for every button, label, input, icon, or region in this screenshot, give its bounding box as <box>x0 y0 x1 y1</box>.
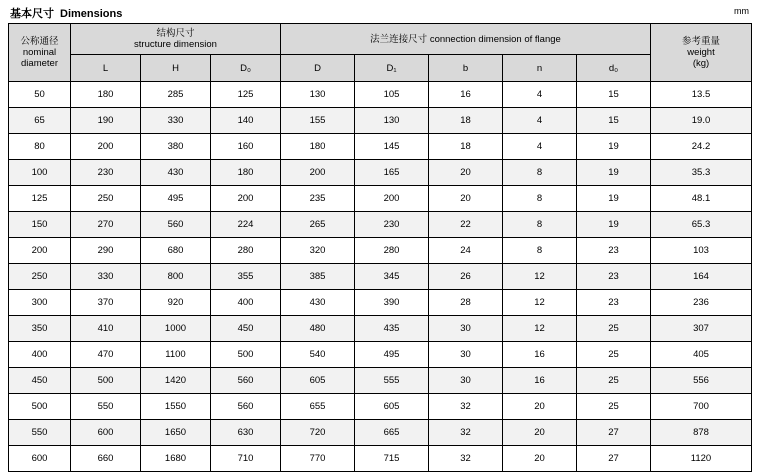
cell-nominal_diameter: 250 <box>9 264 71 290</box>
cell-nominal_diameter: 200 <box>9 238 71 264</box>
cell-D0: 355 <box>211 264 281 290</box>
cell-b: 26 <box>429 264 503 290</box>
cell-b: 30 <box>429 368 503 394</box>
header-group-structure-en: structure dimension <box>134 39 217 50</box>
cell-weight: 24.2 <box>651 134 752 160</box>
table-row <box>9 82 752 108</box>
table-row <box>9 368 752 394</box>
cell-nominal_diameter: 400 <box>9 342 71 368</box>
cell-d0: 23 <box>577 238 651 264</box>
cell-weight: 103 <box>651 238 752 264</box>
header-group-flange-en: connection dimension of flange <box>429 33 561 45</box>
cell-D1: 165 <box>355 160 429 186</box>
cell-D1: 230 <box>355 212 429 238</box>
cell-D0: 200 <box>211 186 281 212</box>
header-group-flange-cn: 法兰连接尺寸 <box>370 33 428 45</box>
cell-L: 290 <box>71 238 141 264</box>
cell-weight: 19.0 <box>651 108 752 134</box>
cell-D: 655 <box>281 394 355 420</box>
cell-nominal_diameter: 50 <box>9 82 71 108</box>
cell-D1: 605 <box>355 394 429 420</box>
cell-H: 1650 <box>141 420 211 446</box>
cell-n: 4 <box>503 108 577 134</box>
cell-L: 500 <box>71 368 141 394</box>
cell-H: 1680 <box>141 446 211 472</box>
table-row <box>9 212 752 238</box>
cell-b: 32 <box>429 420 503 446</box>
header-col-b: b <box>429 55 503 82</box>
cell-H: 380 <box>141 134 211 160</box>
cell-D: 200 <box>281 160 355 186</box>
cell-nominal_diameter: 80 <box>9 134 71 160</box>
cell-L: 410 <box>71 316 141 342</box>
cell-D0: 224 <box>211 212 281 238</box>
cell-weight: 878 <box>651 420 752 446</box>
header-weight-unit: (kg) <box>692 58 710 69</box>
cell-b: 22 <box>429 212 503 238</box>
header-weight-en: weight <box>687 47 715 58</box>
cell-D: 130 <box>281 82 355 108</box>
cell-D: 480 <box>281 316 355 342</box>
cell-d0: 23 <box>577 290 651 316</box>
cell-D1: 200 <box>355 186 429 212</box>
table-row <box>9 186 752 212</box>
table-row <box>9 420 752 446</box>
cell-n: 8 <box>503 212 577 238</box>
cell-D0: 125 <box>211 82 281 108</box>
cell-D1: 145 <box>355 134 429 160</box>
cell-b: 28 <box>429 290 503 316</box>
table-row <box>9 290 752 316</box>
cell-D: 540 <box>281 342 355 368</box>
cell-D0: 400 <box>211 290 281 316</box>
cell-D: 385 <box>281 264 355 290</box>
cell-D1: 435 <box>355 316 429 342</box>
cell-d0: 15 <box>577 108 651 134</box>
cell-D1: 345 <box>355 264 429 290</box>
cell-nominal_diameter: 450 <box>9 368 71 394</box>
header-col-n: n <box>503 55 577 82</box>
header-nominal-diameter-en2: diameter <box>21 58 58 69</box>
cell-n: 8 <box>503 186 577 212</box>
cell-b: 30 <box>429 342 503 368</box>
header-row-subcolumns <box>9 55 752 82</box>
cell-nominal_diameter: 600 <box>9 446 71 472</box>
cell-nominal_diameter: 350 <box>9 316 71 342</box>
cell-b: 24 <box>429 238 503 264</box>
cell-n: 20 <box>503 394 577 420</box>
table-row <box>9 394 752 420</box>
cell-D0: 450 <box>211 316 281 342</box>
cell-L: 330 <box>71 264 141 290</box>
cell-D: 320 <box>281 238 355 264</box>
cell-d0: 19 <box>577 186 651 212</box>
cell-D0: 140 <box>211 108 281 134</box>
cell-d0: 25 <box>577 394 651 420</box>
header-col-de: d₀ <box>577 55 651 82</box>
cell-D: 430 <box>281 290 355 316</box>
cell-d0: 25 <box>577 368 651 394</box>
cell-D0: 630 <box>211 420 281 446</box>
unit-label: mm <box>734 6 749 16</box>
cell-n: 12 <box>503 316 577 342</box>
cell-b: 18 <box>429 134 503 160</box>
cell-H: 1420 <box>141 368 211 394</box>
cell-D1: 105 <box>355 82 429 108</box>
cell-n: 8 <box>503 238 577 264</box>
cell-weight: 1120 <box>651 446 752 472</box>
cell-weight: 35.3 <box>651 160 752 186</box>
cell-D0: 560 <box>211 394 281 420</box>
cell-nominal_diameter: 65 <box>9 108 71 134</box>
cell-L: 550 <box>71 394 141 420</box>
cell-D1: 665 <box>355 420 429 446</box>
cell-n: 20 <box>503 446 577 472</box>
cell-n: 12 <box>503 290 577 316</box>
cell-H: 800 <box>141 264 211 290</box>
cell-n: 4 <box>503 82 577 108</box>
cell-D0: 280 <box>211 238 281 264</box>
cell-D1: 390 <box>355 290 429 316</box>
header-row-groups <box>9 24 752 55</box>
cell-b: 20 <box>429 186 503 212</box>
cell-d0: 19 <box>577 160 651 186</box>
header-weight-cn: 参考重量 <box>681 36 720 47</box>
table-row <box>9 316 752 342</box>
cell-n: 12 <box>503 264 577 290</box>
cell-L: 190 <box>71 108 141 134</box>
cell-nominal_diameter: 150 <box>9 212 71 238</box>
cell-D: 180 <box>281 134 355 160</box>
cell-L: 660 <box>71 446 141 472</box>
table-row <box>9 134 752 160</box>
cell-D: 605 <box>281 368 355 394</box>
cell-D0: 160 <box>211 134 281 160</box>
cell-L: 200 <box>71 134 141 160</box>
cell-H: 1100 <box>141 342 211 368</box>
header-nominal-diameter-en1: nominal <box>22 47 57 58</box>
table-row <box>9 264 752 290</box>
cell-weight: 700 <box>651 394 752 420</box>
cell-D1: 715 <box>355 446 429 472</box>
cell-weight: 48.1 <box>651 186 752 212</box>
cell-weight: 236 <box>651 290 752 316</box>
cell-D1: 555 <box>355 368 429 394</box>
cell-d0: 27 <box>577 446 651 472</box>
cell-nominal_diameter: 100 <box>9 160 71 186</box>
cell-D: 770 <box>281 446 355 472</box>
cell-D0: 180 <box>211 160 281 186</box>
cell-L: 230 <box>71 160 141 186</box>
cell-d0: 23 <box>577 264 651 290</box>
cell-D1: 130 <box>355 108 429 134</box>
cell-d0: 25 <box>577 342 651 368</box>
cell-nominal_diameter: 550 <box>9 420 71 446</box>
cell-H: 560 <box>141 212 211 238</box>
cell-nominal_diameter: 300 <box>9 290 71 316</box>
cell-weight: 556 <box>651 368 752 394</box>
table-row <box>9 160 752 186</box>
cell-d0: 15 <box>577 82 651 108</box>
cell-D0: 710 <box>211 446 281 472</box>
cell-H: 680 <box>141 238 211 264</box>
cell-H: 920 <box>141 290 211 316</box>
cell-H: 430 <box>141 160 211 186</box>
table-row <box>9 342 752 368</box>
cell-b: 32 <box>429 394 503 420</box>
page-title-en: Dimensions <box>60 8 123 20</box>
cell-D0: 500 <box>211 342 281 368</box>
cell-nominal_diameter: 125 <box>9 186 71 212</box>
table-row <box>9 446 752 472</box>
cell-D1: 495 <box>355 342 429 368</box>
header-col-H: H <box>141 55 211 82</box>
cell-L: 470 <box>71 342 141 368</box>
page-title <box>10 5 751 19</box>
cell-weight: 13.5 <box>651 82 752 108</box>
cell-n: 16 <box>503 368 577 394</box>
table-header <box>9 24 752 82</box>
cell-L: 250 <box>71 186 141 212</box>
header-group-flange <box>281 24 651 55</box>
header-col-D0: D₀ <box>211 55 281 82</box>
cell-weight: 307 <box>651 316 752 342</box>
header-nominal-diameter <box>9 24 71 82</box>
cell-weight: 164 <box>651 264 752 290</box>
table-row <box>9 108 752 134</box>
cell-n: 4 <box>503 134 577 160</box>
cell-weight: 65.3 <box>651 212 752 238</box>
header-nominal-diameter-cn: 公称通径 <box>20 36 59 47</box>
cell-weight: 405 <box>651 342 752 368</box>
cell-b: 18 <box>429 108 503 134</box>
cell-b: 20 <box>429 160 503 186</box>
table-row <box>9 238 752 264</box>
cell-n: 8 <box>503 160 577 186</box>
cell-H: 1550 <box>141 394 211 420</box>
header-group-structure <box>71 24 281 55</box>
header-group-structure-cn: 结构尺寸 <box>156 28 195 39</box>
cell-d0: 27 <box>577 420 651 446</box>
cell-D: 235 <box>281 186 355 212</box>
cell-D: 720 <box>281 420 355 446</box>
cell-d0: 19 <box>577 212 651 238</box>
cell-nominal_diameter: 500 <box>9 394 71 420</box>
header-col-L: L <box>71 55 141 82</box>
page-title-cn: 基本尺寸 <box>10 8 54 20</box>
cell-D: 155 <box>281 108 355 134</box>
cell-d0: 19 <box>577 134 651 160</box>
header-col-D1: D₁ <box>355 55 429 82</box>
cell-H: 285 <box>141 82 211 108</box>
cell-D: 265 <box>281 212 355 238</box>
cell-b: 30 <box>429 316 503 342</box>
cell-b: 32 <box>429 446 503 472</box>
cell-H: 330 <box>141 108 211 134</box>
cell-n: 16 <box>503 342 577 368</box>
cell-H: 495 <box>141 186 211 212</box>
table-body <box>9 82 752 472</box>
header-weight <box>651 24 752 82</box>
cell-b: 16 <box>429 82 503 108</box>
dimensions-table <box>8 23 752 472</box>
cell-L: 180 <box>71 82 141 108</box>
cell-n: 20 <box>503 420 577 446</box>
header-col-D: D <box>281 55 355 82</box>
cell-D0: 560 <box>211 368 281 394</box>
cell-D1: 280 <box>355 238 429 264</box>
cell-L: 270 <box>71 212 141 238</box>
cell-d0: 25 <box>577 316 651 342</box>
cell-H: 1000 <box>141 316 211 342</box>
cell-L: 600 <box>71 420 141 446</box>
cell-L: 370 <box>71 290 141 316</box>
